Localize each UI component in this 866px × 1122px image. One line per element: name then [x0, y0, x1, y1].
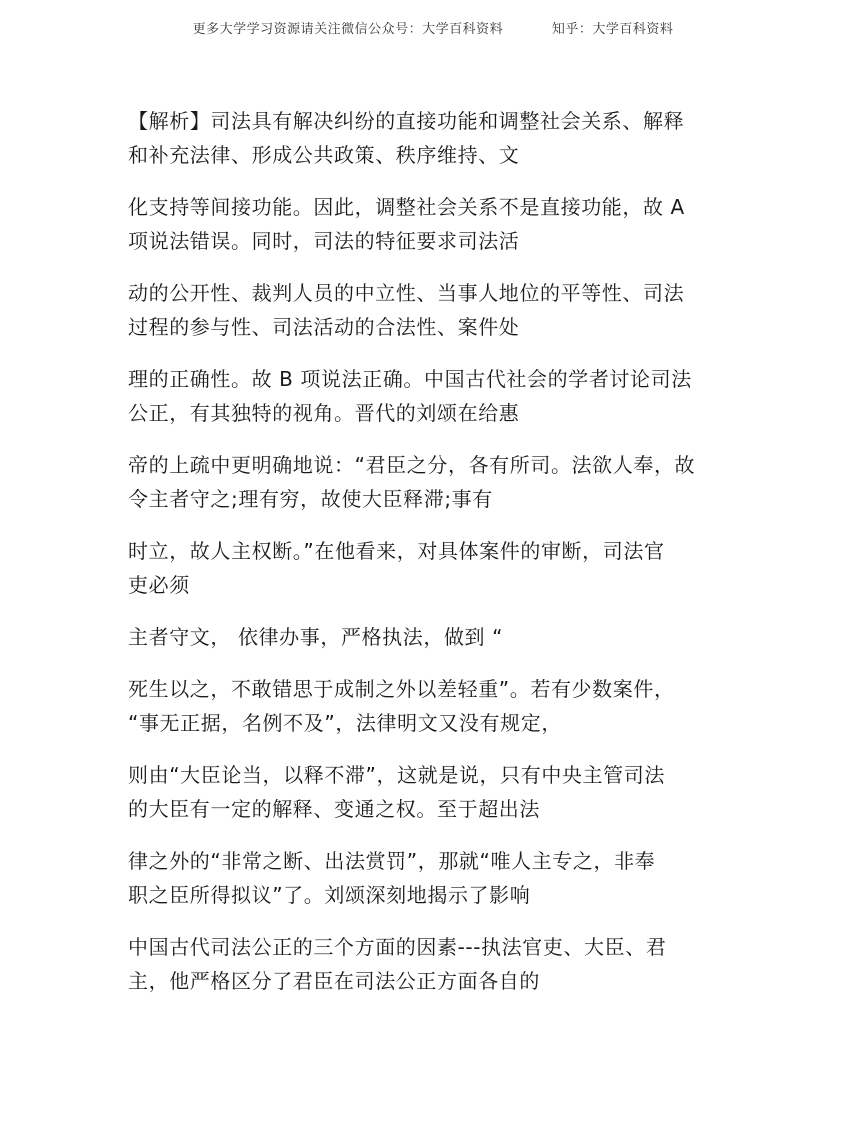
- text-line: “事无正据，名例不及”，法律明文又没有规定，: [128, 711, 562, 735]
- document-body: [128, 104, 738, 1016]
- paragraph: [128, 758, 738, 826]
- paragraph: [128, 448, 738, 516]
- text-line: 和补充法律、形成公共政策、秩序维持、文: [128, 143, 520, 167]
- text-line: 理的正确性。故 B 项说法正确。中国古代社会的学者讨论司法: [128, 367, 692, 391]
- page-header: [0, 18, 866, 37]
- header-wechat-note: 更多大学学习资源请关注微信公众号：大学百科资料: [192, 22, 504, 37]
- paragraph: [128, 362, 738, 430]
- text-line: 过程的参与性、司法活动的合法性、案件处: [128, 315, 520, 339]
- text-line: 吏必须: [128, 573, 190, 597]
- text-line: 的大臣有一定的解释、变通之权。至于超出法: [128, 797, 540, 821]
- paragraph: [128, 534, 738, 602]
- text-line: 律之外的“非常之断、出法赏罚”，那就“唯人主专之，非奉: [128, 849, 656, 873]
- text-line: 帝的上疏中更明确地说：“君臣之分，各有所司。法欲人奉，故: [128, 453, 696, 477]
- text-line: 职之臣所得拟议”了。刘颂深刻地揭示了影响: [128, 883, 531, 907]
- paragraph: [128, 190, 738, 258]
- paragraph: [128, 844, 738, 912]
- header-zhihu-note: 知乎：大学百科资料: [551, 22, 674, 37]
- text-line: 令主者守之;理有穷，故使大臣释滞;事有: [128, 487, 493, 511]
- text-line: 主者守文， 依律办事，严格执法，做到 “: [128, 625, 504, 649]
- text-line: 死生以之，不敢错思于成制之外以差轻重”。若有少数案件，: [128, 677, 675, 701]
- paragraph: [128, 620, 738, 654]
- text-line: 时立，故人主权断。”在他看来，对具体案件的审断，司法官: [128, 539, 665, 563]
- paragraph: [128, 672, 738, 740]
- text-line: 【解析】司法具有解决纠纷的直接功能和调整社会关系、解释: [128, 109, 685, 133]
- text-line: 中国古代司法公正的三个方面的因素---执法官吏、大臣、君: [128, 935, 667, 959]
- text-line: 公正，有其独特的视角。晋代的刘颂在给惠: [128, 401, 520, 425]
- paragraph: [128, 276, 738, 344]
- paragraph: [128, 104, 738, 172]
- text-line: 主，他严格区分了君臣在司法公正方面各自的: [128, 969, 540, 993]
- paragraph: [128, 930, 738, 998]
- text-line: 则由“大臣论当，以释不滞”，这就是说，只有中央主管司法: [128, 763, 665, 787]
- text-line: 动的公开性、裁判人员的中立性、当事人地位的平等性、司法: [128, 281, 685, 305]
- text-line: 化支持等间接功能。因此，调整社会关系不是直接功能，故 A: [128, 195, 685, 219]
- text-line: 项说法错误。同时，司法的特征要求司法活: [128, 229, 520, 253]
